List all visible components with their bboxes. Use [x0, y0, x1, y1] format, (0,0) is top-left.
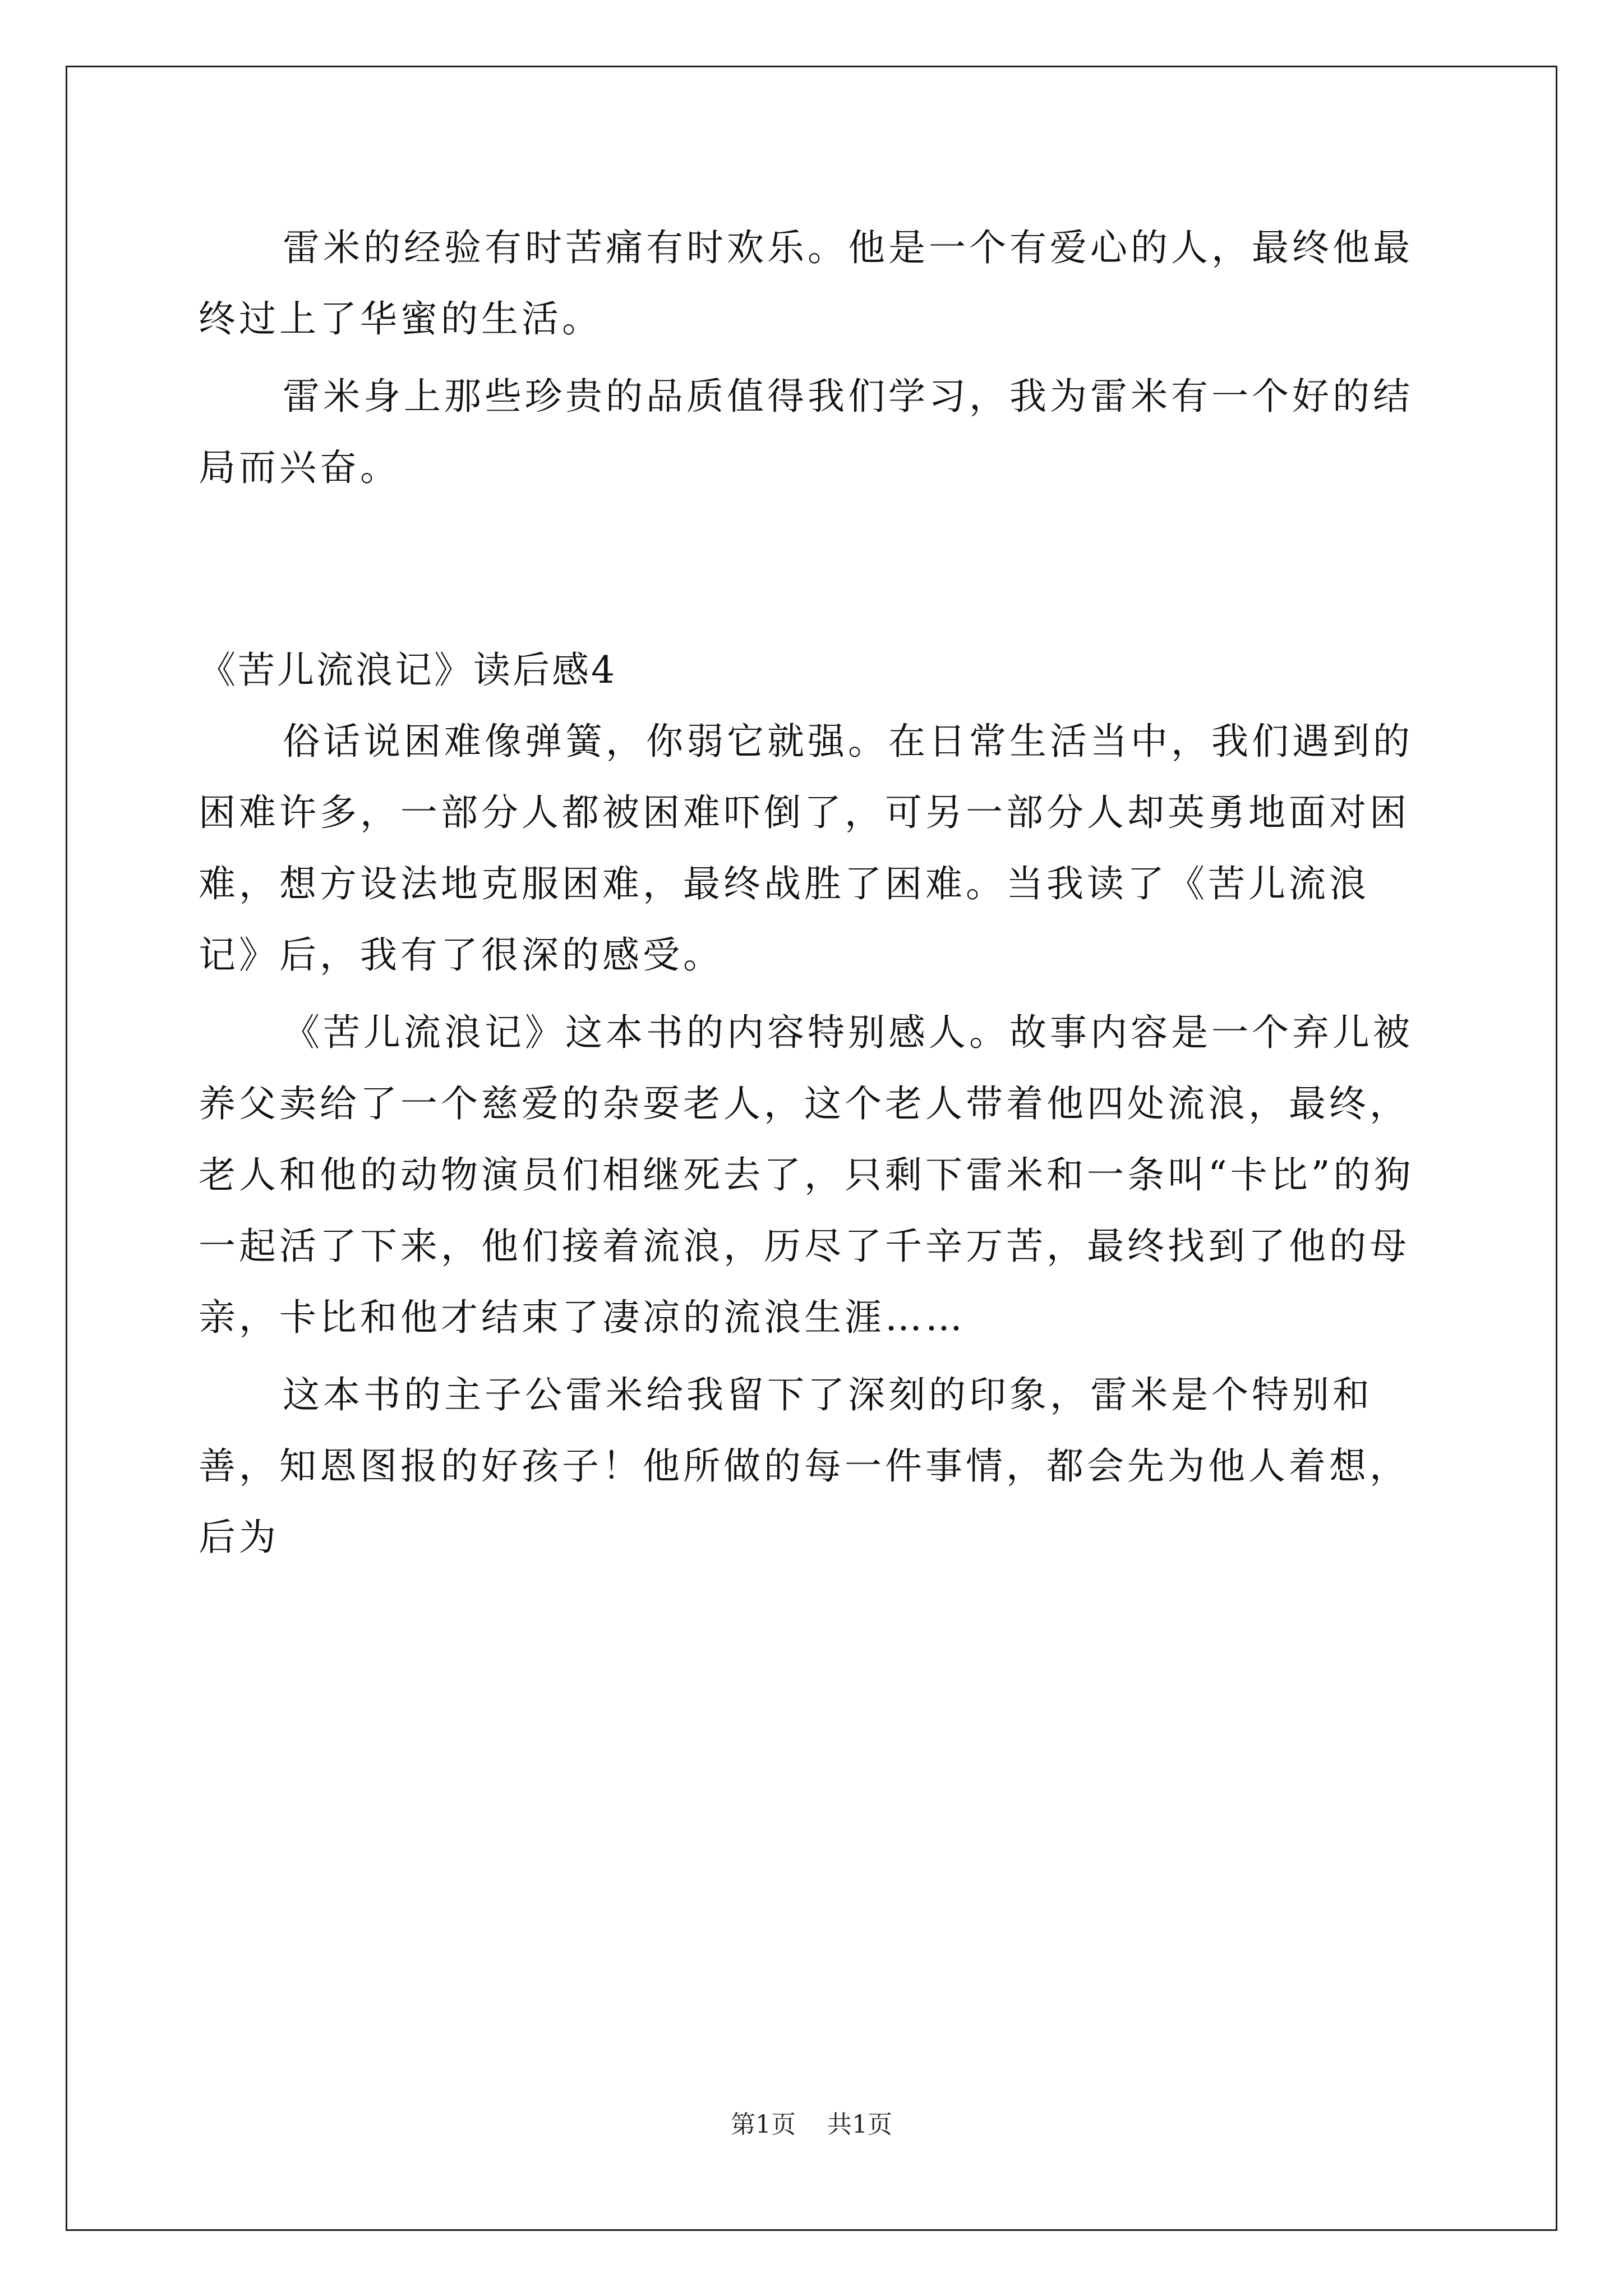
paragraph: 俗话说困难像弹簧，你弱它就强。在日常生活当中，我们遇到的困难许多，一部分人都被困难吓倒了，可另一部分人却英勇地面对困难，想方设法地克服困难，最终战胜了困难。当我读了《苦儿流浪记》后，我有了很深的感受。	[199, 720, 1413, 977]
page-total: 共1页	[827, 2110, 892, 2139]
page-number: 第1页	[731, 2110, 796, 2139]
section-gap	[199, 509, 1430, 634]
document-body	[199, 212, 1430, 1579]
paragraph: 这本书的主子公雷米给我留下了深刻的印象，雷米是个特别和善，知恩图报的好孩子！他所做的每一件事情，都会先为他人着想，后为	[199, 1373, 1410, 1559]
page-footer	[0, 2108, 1623, 2142]
paragraph: 雷米身上那些珍贵的品质值得我们学习，我为雷米有一个好的结局而兴奋。	[199, 375, 1413, 489]
section-heading: 《苦儿流浪记》读后感4	[199, 648, 617, 692]
paragraph: 《苦儿流浪记》这本书的内容特别感人。故事内容是一个弃儿被养父卖给了一个慈爱的杂耍老人，这个老人带着他四处流浪，最终，老人和他的动物演员们相继死去了，只剩下雷米和一条叫“卡比”的狗一起活了下来，他们接着流浪，历尽了千辛万苦，最终找到了他的母亲，卡比和他才结束了凄凉的流浪生涯……	[199, 1011, 1414, 1339]
paragraph: 雷米的经验有时苦痛有时欢乐。他是一个有爱心的人，最终他最终过上了华蜜的生活。	[199, 226, 1413, 341]
